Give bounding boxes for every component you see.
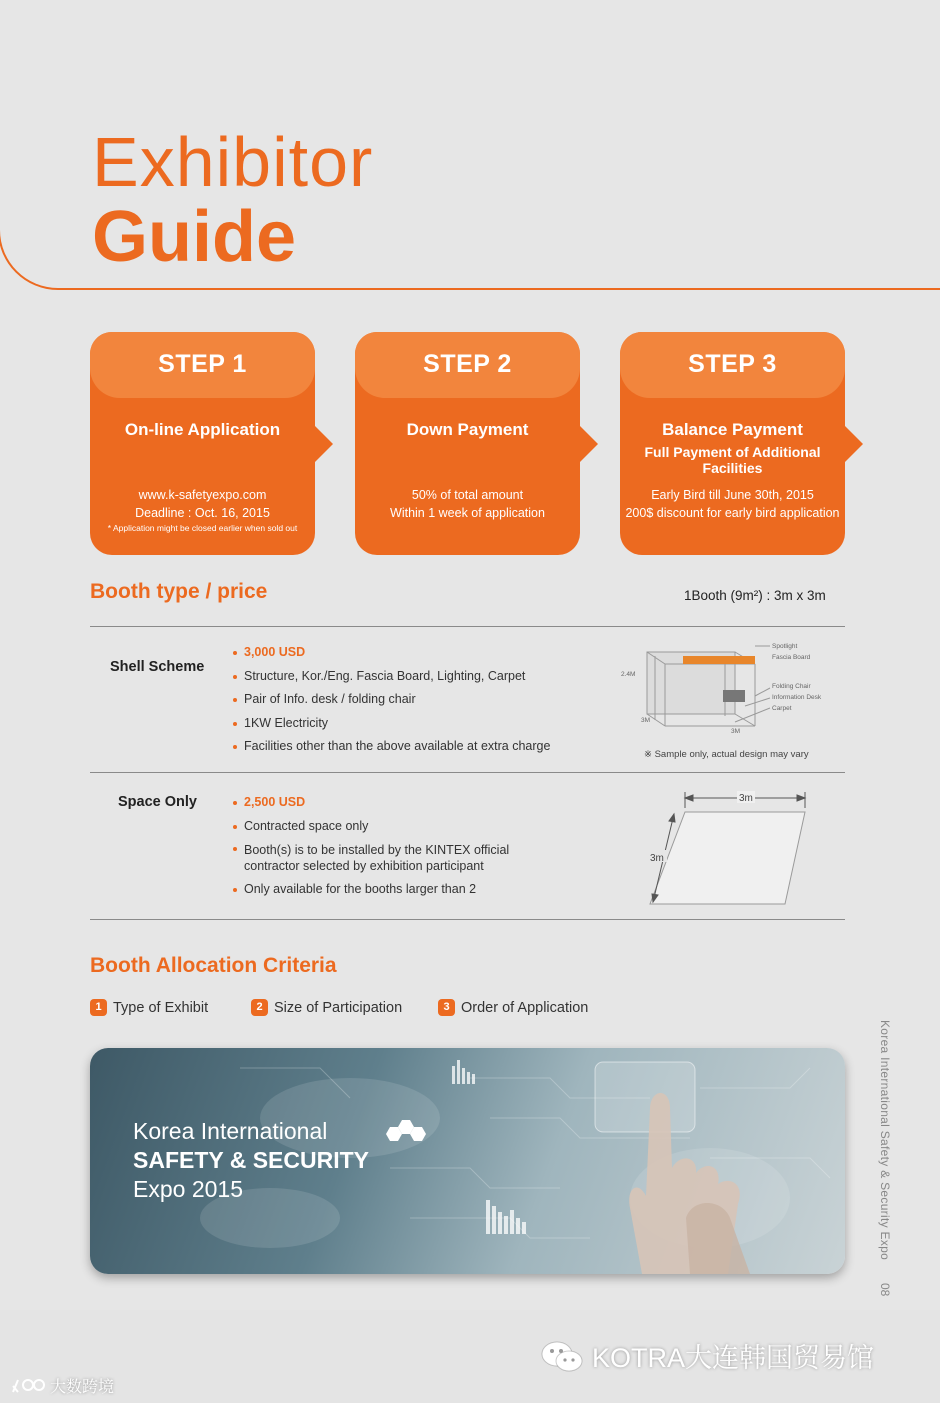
divider: [90, 919, 845, 920]
step-arrow-icon: [845, 426, 863, 462]
list-item: Booth(s) is to be installed by the KINTEX official contractor selected by exhibition participant: [232, 838, 562, 878]
diagram-height: 2.4M: [621, 671, 636, 678]
expo-banner: [90, 1048, 845, 1274]
page-number: 08: [878, 1283, 892, 1297]
space-only-label: Space Only: [118, 794, 197, 810]
step-3-detail: [620, 486, 845, 522]
step-3-subheading: Full Payment of Additional Facilities: [644, 444, 821, 476]
criteria-number: 2: [251, 999, 268, 1016]
diagram-label-desk: Information Desk: [772, 694, 822, 701]
step-1-label: STEP 1: [90, 332, 315, 398]
shell-scheme-features: [232, 641, 550, 759]
brand-logo-icon: [10, 1376, 46, 1396]
step-3-card: [620, 332, 845, 555]
criteria-label: Size of Participation: [274, 999, 403, 1016]
criteria-number: 3: [438, 999, 455, 1016]
step-1-line1: www.k-safetyexpo.com: [138, 488, 267, 502]
criteria-item-1: [90, 999, 208, 1016]
criteria-number: 1: [90, 999, 107, 1016]
list-item: Structure, Kor./Eng. Fascia Board, Lighting, Carpet: [232, 665, 550, 689]
step-3-line1: Early Bird till June 30th, 2015: [651, 488, 814, 502]
space-only-price: 2,500 USD: [232, 791, 562, 815]
space-depth-label: 3m: [650, 853, 664, 864]
step-1-heading: On-line Application: [124, 420, 281, 439]
step-3-heading: Balance Payment: [662, 420, 803, 439]
watermark-left-text: 大数跨境: [50, 1379, 115, 1396]
step-1-line2: Deadline : Oct. 16, 2015: [135, 506, 270, 520]
watermark-left: [10, 1374, 114, 1397]
step-arrow-icon: [315, 426, 333, 462]
diagram-label-fascia: Fascia Board: [772, 654, 811, 661]
space-only-diagram: [640, 786, 820, 910]
banner-line-3: Expo 2015: [133, 1176, 243, 1202]
list-item: 1KW Electricity: [232, 712, 550, 736]
space-width-label: 3m: [739, 793, 753, 804]
list-item: Contracted space only: [232, 815, 562, 839]
step-2-card: [355, 332, 580, 555]
booth-section-title: Booth type / price: [90, 580, 268, 603]
diagram-width: 3M: [731, 728, 741, 735]
step-1-detail: [90, 486, 315, 534]
shell-scheme-price: 3,000 USD: [232, 641, 550, 665]
criteria-section-title: Booth Allocation Criteria: [90, 954, 337, 977]
wechat-icon: [540, 1339, 584, 1373]
space-only-features: [232, 791, 562, 902]
criteria-label: Type of Exhibit: [113, 999, 209, 1016]
list-item: Only available for the booths larger than 2: [232, 878, 562, 902]
title-line-1: Exhibitor: [92, 123, 374, 201]
diagram-label-carpet: Carpet: [772, 705, 792, 712]
step-3-label: STEP 3: [620, 332, 845, 398]
divider: [90, 772, 845, 773]
banner-line-2: SAFETY & SECURITY: [133, 1147, 369, 1173]
shell-scheme-diagram: [615, 636, 845, 746]
step-arrow-icon: [580, 426, 598, 462]
bar-chart-icon: [452, 1060, 526, 1234]
criteria-label: Order of Application: [461, 999, 589, 1016]
step-2-label: STEP 2: [355, 332, 580, 398]
list-item: Pair of Info. desk / folding chair: [232, 688, 550, 712]
watermark-right-text: KOTRA大连韩国贸易馆: [592, 1343, 875, 1373]
banner-text: [133, 1118, 369, 1203]
step-2-line1: 50% of total amount: [411, 488, 524, 502]
diagram-label-chair: Folding Chair: [772, 683, 811, 690]
banner-line-1: Korea International: [133, 1118, 328, 1144]
step-2-line2: Within 1 week of application: [390, 506, 545, 520]
diagram-label-spotlight: Spotlight: [772, 643, 798, 650]
booth-size-note: 1Booth (9m²) : 3m x 3m: [684, 588, 826, 603]
divider: [90, 626, 845, 627]
sample-note: ※ Sample only, actual design may vary: [644, 749, 809, 760]
step-1-note: * Application might be closed earlier when sold out: [107, 523, 298, 533]
info-desk: [723, 690, 745, 702]
criteria-item-2: [251, 999, 402, 1016]
watermark-right: [540, 1336, 874, 1375]
shell-scheme-label: Shell Scheme: [110, 659, 205, 675]
step-2-heading: Down Payment: [406, 420, 529, 439]
diagram-depth: 3M: [641, 717, 651, 724]
fascia-board: [683, 656, 755, 664]
touch-panel-icon: [595, 1062, 695, 1132]
side-running-title: Korea International Safety & Security Expo: [878, 1020, 892, 1261]
title-line-2: Guide: [92, 197, 297, 277]
list-item: Facilities other than the above available at extra charge: [232, 735, 550, 759]
step-3-line2: 200$ discount for early bird application: [625, 506, 840, 520]
step-2-detail: [355, 486, 580, 522]
step-1-card: [90, 332, 315, 555]
criteria-item-3: [438, 999, 588, 1016]
